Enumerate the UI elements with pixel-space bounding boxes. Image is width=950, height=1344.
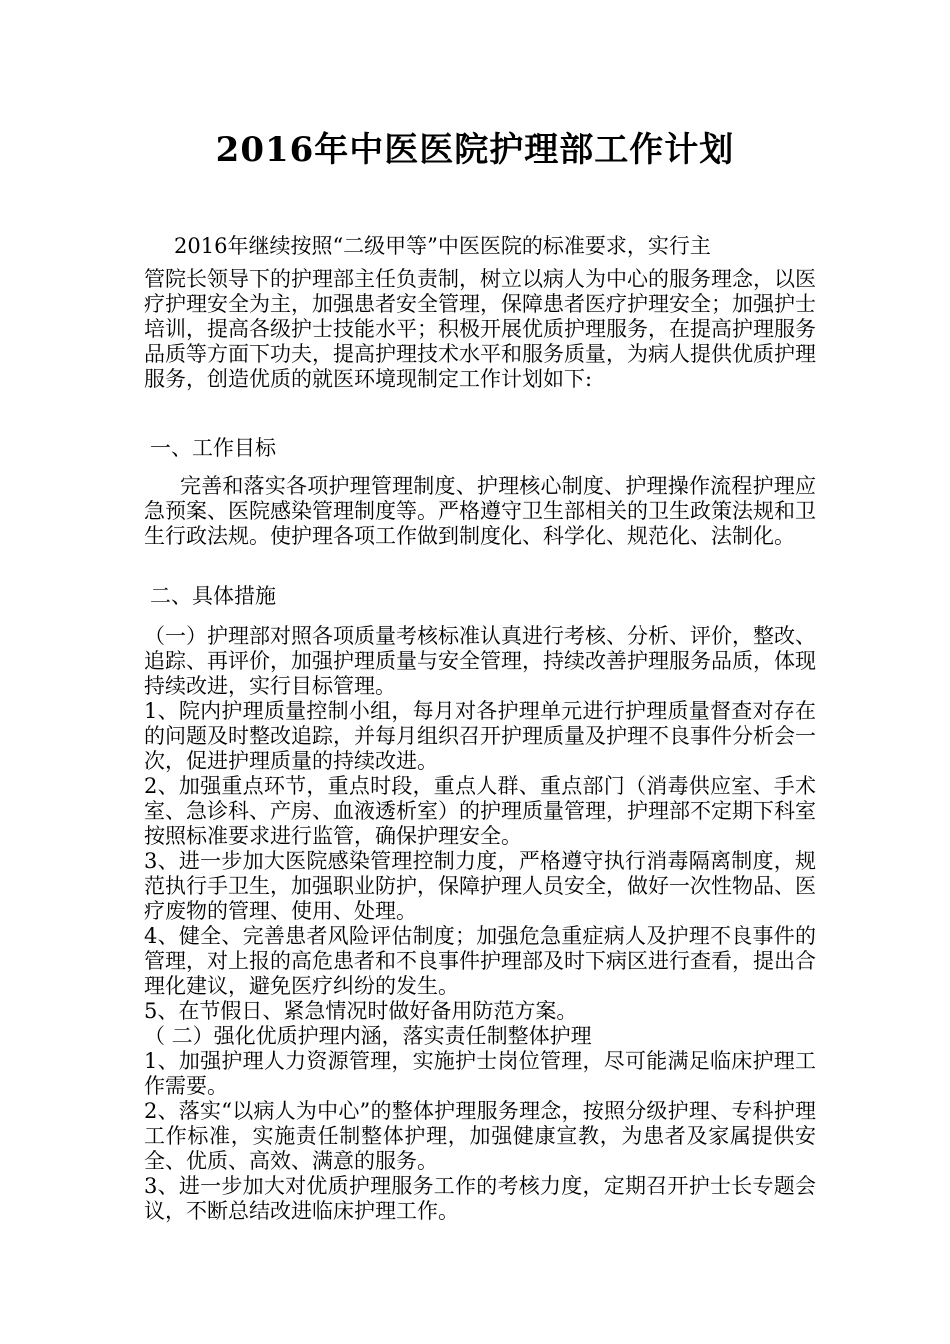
section-heading-measures: 二、具体措施: [150, 584, 276, 608]
intro-first-line: 2016年继续按照“二级甲等”中医医院的标准要求，实行主: [174, 234, 711, 258]
measure-item: 2、落实“以病人为中心”的整体护理服务理念，按照分级护理、专科护理工作标准，实施责任制整体护理，加强健康宣教，为患者及家属提供安全、优质、高效、满意的服务。: [144, 1099, 816, 1173]
measure-item: 5、在节假日、紧急情况时做好备用防范方案。: [144, 999, 578, 1023]
section-heading-goals: 一、工作目标: [150, 436, 276, 460]
intro-paragraph: [144, 234, 816, 392]
measure-item: 3、进一步加大对优质护理服务工作的考核力度，定期召开护士长专题会议，不断总结改进临床护理工作。: [144, 1174, 816, 1223]
measure-item: 1、加强护理人力资源管理，实施护士岗位管理，尽可能满足临床护理工作需要。: [144, 1049, 816, 1098]
measures-list: [144, 624, 816, 1224]
measure-item: 1、院内护理质量控制小组，每月对各护理单元进行护理质量督查对存在的问题及时整改追踪，并每月组织召开护理质量及护理不良事件分析会一次，促进护理质量的持续改进。: [144, 699, 816, 773]
goals-paragraph: 完善和落实各项护理管理制度、护理核心制度、护理操作流程护理应急预案、医院感染管理制度等。严格遵守卫生部相关的卫生政策法规和卫生行政法规。使护理各项工作做到制度化、科学化、规范化、法制化。: [144, 474, 816, 548]
measure-item: 4、健全、完善患者风险评估制度；加强危急重症病人及护理不良事件的管理，对上报的高危患者和不良事件护理部及时下病区进行查看，提出合理化建议，避免医疗纠纷的发生。: [144, 924, 816, 998]
measure-item: （一）护理部对照各项质量考核标准认真进行考核、分析、评价，整改、追踪、再评价，加强护理质量与安全管理，持续改善护理服务品质，体现持续改进，实行目标管理。: [144, 624, 816, 698]
measure-item: 2、加强重点环节，重点时段，重点人群、重点部门（消毒供应室、手术室、急诊科、产房、血液透析室）的护理质量管理，护理部不定期下科室按照标准要求进行监管，确保护理安全。: [144, 774, 816, 848]
intro-rest: 管院长领导下的护理部主任负责制，树立以病人为中心的服务理念，以医疗护理安全为主，加强患者安全管理，保障患者医疗护理安全；加强护士培训，提高各级护士技能水平；积极开展优质护理服务，在提高护理服务品质等方面下功夫，提高护理技术水平和服务质量，为病人提供优质护理服务，创造优质的就医环境现制定工作计划如下:: [144, 267, 816, 391]
document-title: 2016年中医医院护理部工作计划: [215, 130, 735, 170]
measure-item: （ 二）强化优质护理内涵，落实责任制整体护理: [144, 1024, 592, 1048]
measure-item: 3、进一步加大医院感染管理控制力度，严格遵守执行消毒隔离制度，规范执行手卫生，加强职业防护，保障护理人员安全，做好一次性物品、医疗废物的管理、使用、处理。: [144, 849, 816, 923]
